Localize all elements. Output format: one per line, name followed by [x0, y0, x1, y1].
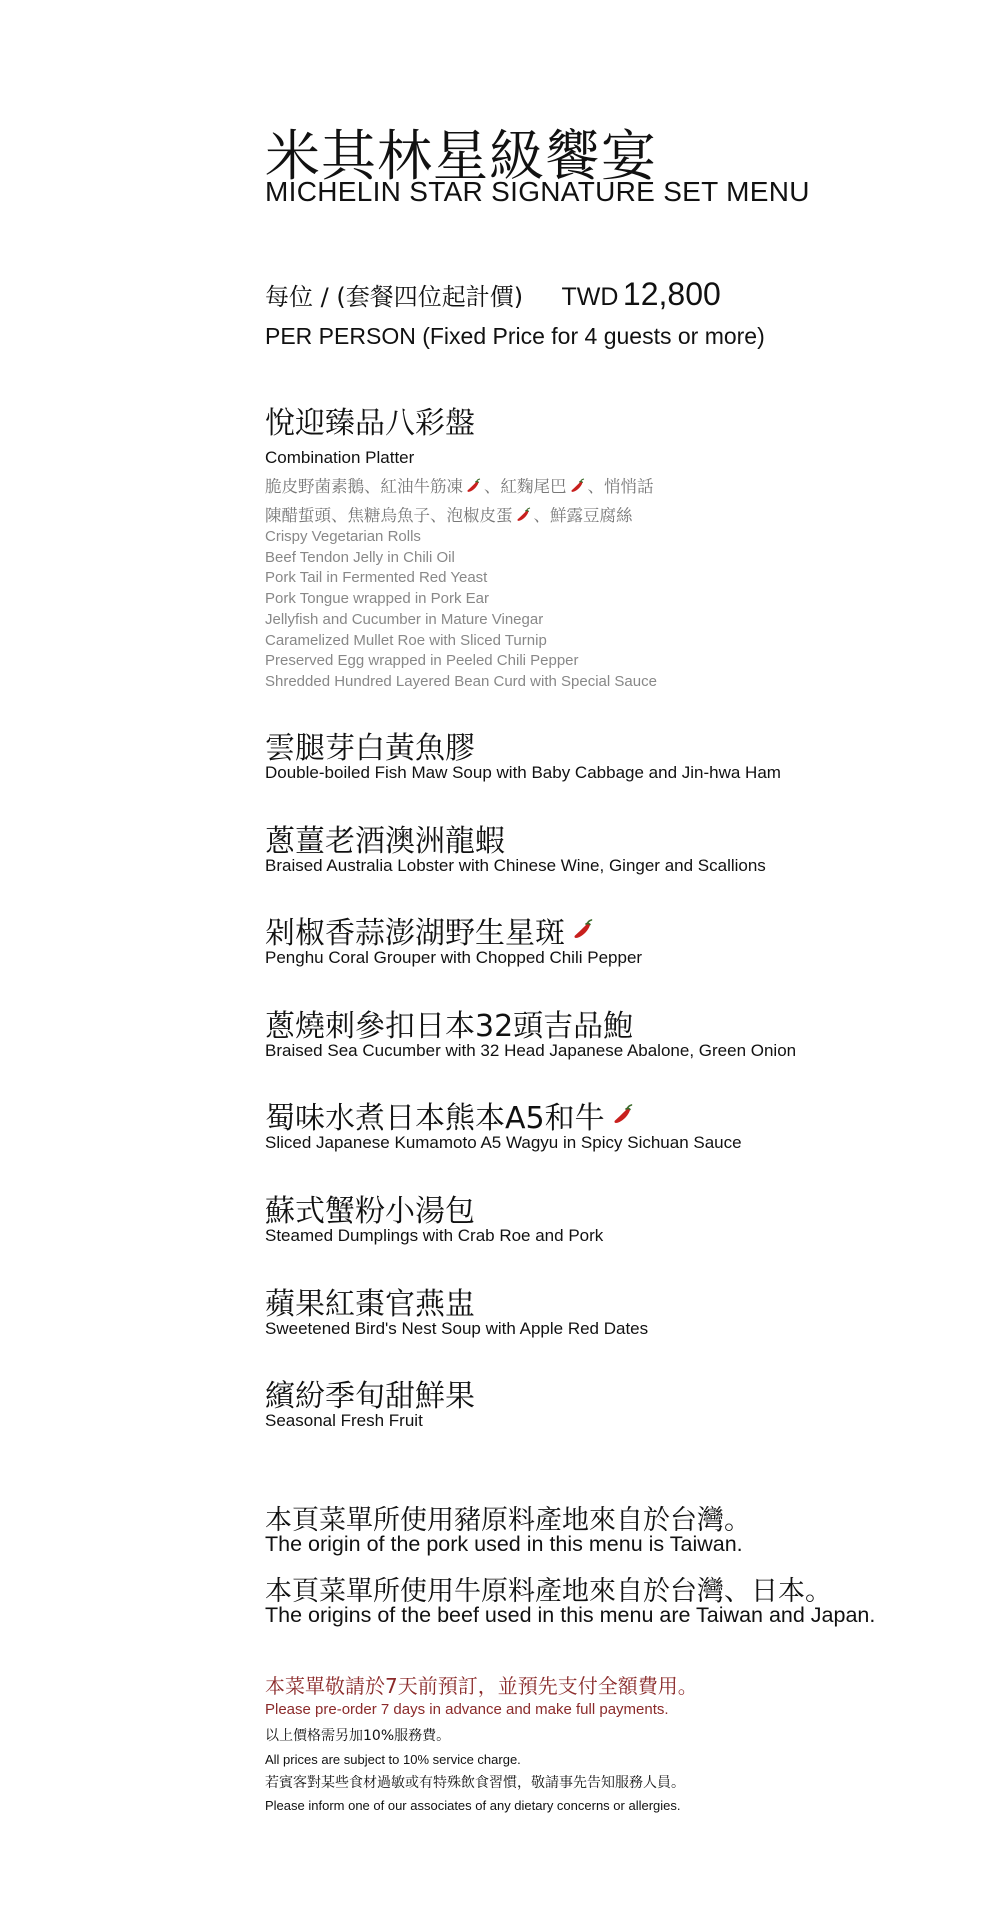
- dish-name-zh-text: 剁椒香蒜澎湖野生星斑: [265, 916, 565, 952]
- dish-name-zh-text: 蔥燒刺參扣日本32頭吉品鮑: [265, 1008, 634, 1044]
- dish-name-en: Braised Australia Lobster with Chinese Wine, Ginger and Scallions: [265, 855, 766, 875]
- chili-pepper-icon: [611, 1099, 635, 1134]
- platter-item-en: Jellyfish and Cucumber in Mature Vinegar: [265, 610, 544, 628]
- preorder-note-zh: 本菜單敬請於7天前預訂，並預先支付全額費用。: [265, 1674, 698, 1698]
- platter-name-zh: 悅迎臻品八彩盤: [265, 406, 475, 441]
- platter-item-en: Caramelized Mullet Roe with Sliced Turnip: [265, 631, 547, 649]
- service-charge-note-en: All prices are subject to 10% service charge.: [265, 1752, 521, 1767]
- price-row: [265, 276, 721, 313]
- dish-name-zh: [265, 1001, 633, 1045]
- dish-name-zh-text: 繽紛季旬甜鮮果: [265, 1379, 475, 1415]
- beef-origin-zh: 本頁菜單所使用牛原料產地來自於台灣、日本。: [265, 1576, 832, 1607]
- dish-name-zh: [265, 908, 597, 952]
- price-currency: TWD: [561, 283, 619, 311]
- dish-name-en: Seasonal Fresh Fruit: [265, 1411, 423, 1431]
- dietary-note-zh: 若賓客對某些食材過敏或有特殊飲食習慣，敬請事先告知服務人員。: [265, 1775, 685, 1791]
- chili-pepper-icon: [569, 477, 586, 498]
- dish-name-zh: [265, 1279, 475, 1323]
- dish-name-zh: [265, 816, 505, 860]
- dish-name-zh: [265, 1093, 637, 1137]
- platter-item-segment: 、紅麴尾巴: [484, 477, 567, 496]
- platter-item-segment: 、鮮露豆腐絲: [533, 506, 633, 525]
- price-amount: 12,800: [622, 276, 721, 312]
- price-label-en: PER PERSON (Fixed Price for 4 guests or more): [265, 323, 765, 349]
- platter-item-en: Crispy Vegetarian Rolls: [265, 528, 421, 545]
- dish-name-zh-text: 蜀味水煮日本熊本A5和牛: [265, 1101, 605, 1137]
- platter-item-en: Pork Tongue wrapped in Pork Ear: [265, 590, 490, 608]
- dish-name-en: Double-boiled Fish Maw Soup with Baby Cabbage and Jin-hwa Ham: [265, 763, 781, 782]
- dish-name-zh: [265, 1371, 475, 1415]
- platter-item-en: Pork Tail in Fermented Red Yeast: [265, 569, 488, 587]
- platter-item-segment: 陳醋蜇頭、焦糖烏魚子、泡椒皮蛋: [265, 506, 513, 525]
- preorder-note-en: Please pre-order 7 days in advance and make full payments.: [265, 1701, 669, 1718]
- menu-title-en: MICHELIN STAR SIGNATURE SET MENU: [265, 176, 810, 207]
- dish-name-zh: [265, 723, 475, 767]
- pork-origin-en: The origin of the pork used in this menu is Taiwan.: [265, 1532, 743, 1556]
- dish-name-zh: [265, 1186, 475, 1230]
- dish-name-zh-text: 蘇式蟹粉小湯包: [265, 1194, 475, 1229]
- dish-name-en: Sliced Japanese Kumamoto A5 Wagyu in Spicy Sichuan Sauce: [265, 1133, 742, 1153]
- dish-name-en: Penghu Coral Grouper with Chopped Chili Pepper: [265, 948, 643, 968]
- dish-name-zh-text: 蘋果紅棗官燕盅: [265, 1286, 475, 1322]
- platter-items-zh-line2: [265, 502, 633, 527]
- price-label-zh: 每位 / (套餐四位起計價): [265, 283, 524, 311]
- platter-items-zh-line1: [265, 473, 654, 498]
- platter-item-segment: 脆皮野菌素鵝、紅油牛筋凍: [265, 477, 463, 496]
- chili-pepper-icon: [465, 477, 482, 498]
- service-charge-note-zh: 以上價格需另加10%服務費。: [265, 1728, 451, 1744]
- platter-item-segment: 、悄悄話: [587, 477, 654, 496]
- dish-name-zh-text: 蔥薑老酒澳洲龍蝦: [265, 823, 505, 859]
- beef-origin-en: The origins of the beef used in this menu are Taiwan and Japan.: [265, 1603, 876, 1627]
- menu-title-zh: 米其林星級饗宴: [265, 124, 658, 188]
- dish-name-en: Braised Sea Cucumber with 32 Head Japanese Abalone, Green Onion: [265, 1040, 797, 1060]
- chili-pepper-icon: [515, 506, 532, 527]
- chili-pepper-icon: [571, 914, 595, 949]
- platter-name-en: Combination Platter: [265, 448, 415, 467]
- pork-origin-zh: 本頁菜單所使用豬原料產地來自於台灣。: [265, 1505, 751, 1536]
- dish-name-en: Steamed Dumplings with Crab Roe and Pork: [265, 1226, 604, 1245]
- platter-item-en: Beef Tendon Jelly in Chili Oil: [265, 548, 455, 566]
- dietary-note-en: Please inform one of our associates of any dietary concerns or allergies.: [265, 1798, 681, 1813]
- platter-item-en: Preserved Egg wrapped in Peeled Chili Pepper: [265, 652, 579, 670]
- dish-name-en: Sweetened Bird's Nest Soup with Apple Red Dates: [265, 1318, 649, 1338]
- dish-name-zh-text: 雲腿芽白黃魚膠: [265, 731, 475, 766]
- platter-item-en: Shredded Hundred Layered Bean Curd with Special Sauce: [265, 672, 657, 690]
